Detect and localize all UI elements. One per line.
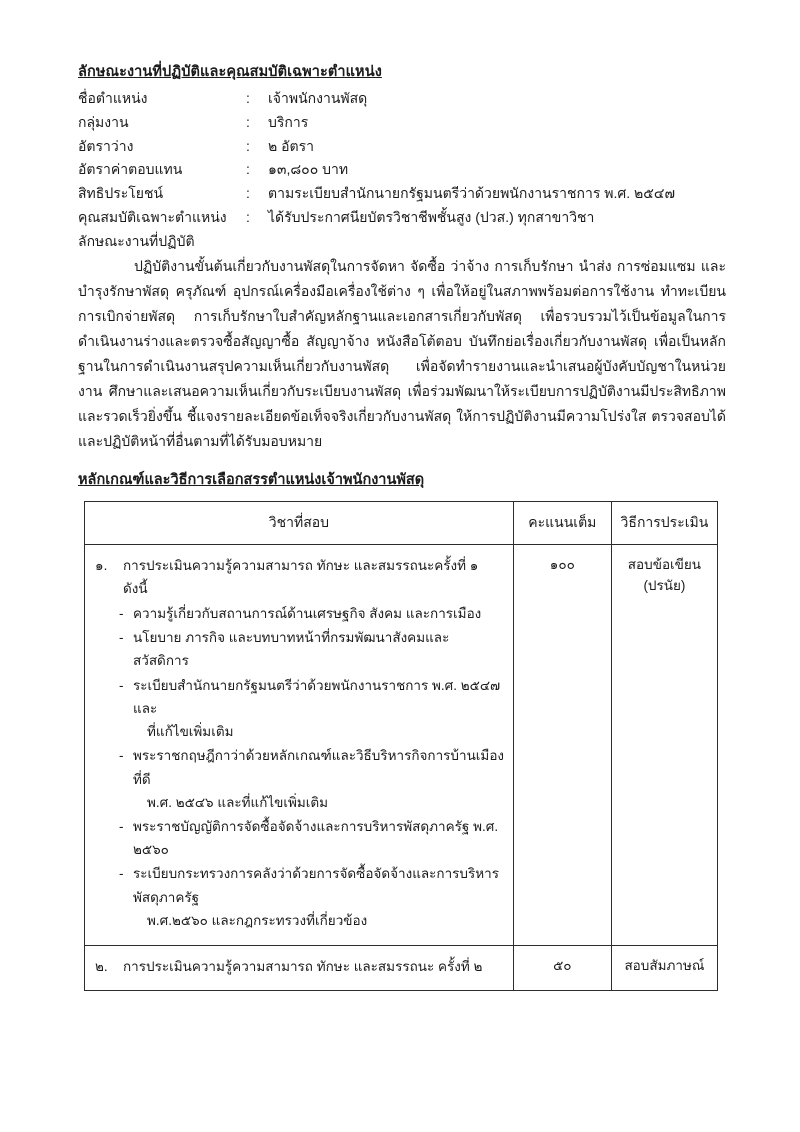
table-row xyxy=(85,946,718,991)
field-colon: : xyxy=(246,161,250,178)
field-value: ตามระเบียบสำนักนายกรัฐมนตรีว่าด้วยพนักงานราชการ พ.ศ. ๒๕๔๗ xyxy=(268,184,675,201)
position-details-table xyxy=(78,87,675,229)
column-header-subject: วิชาที่สอบ xyxy=(85,501,514,544)
bullet-text: ความรู้เกี่ยวกับสถานการณ์ด้านเศรษฐกิจ สังคม และการเมือง xyxy=(133,606,482,622)
bullet-continuation: ที่แก้ไขเพิ่มเติม xyxy=(147,724,234,740)
field-label: สิทธิประโยชน์ xyxy=(78,184,164,201)
bullet-text: นโยบาย ภารกิจ และบทบาทหน้าที่กรมพัฒนาสังคมและสวัสดิการ xyxy=(133,630,450,669)
column-header-method: วิธีการประเมิน xyxy=(611,501,717,544)
field-row-salary xyxy=(78,158,675,182)
field-row-qualifications xyxy=(78,206,675,230)
field-value: ๑๓,๘๐๐ บาท xyxy=(268,161,349,178)
row-title: การประเมินความรู้ความสามารถ ทักษะ และสมรรถนะครั้งที่ ๑ ดังนี้ xyxy=(123,557,479,596)
row-bullet-list xyxy=(95,602,505,932)
duties-paragraph: ปฏิบัติงานขั้นต้นเกี่ยวกับงานพัสดุในการจัดหา จัดซื้อ ว่าจ้าง การเก็บรักษา นำส่ง การซ่อมแซม และบำรุงรักษาพัสดุ ครุภัณฑ์ อุปกรณ์เครื่องมือเครื่องใช้ต่าง ๆ เพื่อให้อยู่ในสภาพพร้อมต่อการใช้งาน ทำทะเบียนการเบิกจ่ายพัสดุ การเก็บรักษาใบสำคัญหลักฐานและเอกสารเกี่ยวกับพัสดุ เพื่อรวบรวมไว้เป็นข้อมูลในการดำเนินงานร่างและตรวจซื้อสัญญาซื้อ สัญญาจ้าง หนังสือโต้ตอบ บันทึกย่อเรื่องเกี่ยวกับงานพัสดุ เพื่อเป็นหลักฐานในการดำเนินงานสรุปความเห็นเกี่ยวกับงานพัสดุ เพื่อจัดทำรายงานและนำเสนอผู้บังคับบัญชาในหน่วยงาน ศึกษาและเสนอความเห็นเกี่ยวกับระเบียบงานพัสดุ เพื่อร่วมพัฒนาให้ระเบียบการปฏิบัติงานมีประสิทธิภาพ และรวดเร็วยิ่งขึ้น ชี้แจงรายละเอียดข้อเท็จจริงเกี่ยวกับงานพัสดุ ให้การปฏิบัติงานมีความโปร่งใส ตรวจสอบได้ และปฏิบัติหน้าที่อื่นตามที่ได้รับมอบหมาย xyxy=(78,258,726,449)
row-subject-cell xyxy=(85,544,514,946)
bullet-text: พระราชบัญญัติการจัดซื้อจัดจ้างและการบริหารพัสดุภาครัฐ พ.ศ. ๒๕๖๐ xyxy=(133,818,499,858)
duties-label: ลักษณะงานที่ปฏิบัติ xyxy=(78,233,195,250)
method-label: สอบข้อเขียน xyxy=(627,556,702,572)
bullet-text: พระราชกฤษฎีกาว่าด้วยหลักเกณฑ์และวิธีบริหารกิจการบ้านเมืองที่ดี xyxy=(133,748,505,787)
field-label: กลุ่มงาน xyxy=(78,113,129,130)
field-value: บริการ xyxy=(268,113,309,130)
field-colon: : xyxy=(246,90,250,107)
field-colon: : xyxy=(246,113,250,130)
row-method-cell xyxy=(611,544,717,946)
document-body xyxy=(78,62,726,991)
field-colon: : xyxy=(246,184,250,201)
field-row-group xyxy=(78,111,675,135)
field-value: ๒ อัตรา xyxy=(268,137,314,154)
field-value: เจ้าพนักงานพัสดุ xyxy=(268,90,368,107)
column-header-score: คะแนนเต็ม xyxy=(513,501,611,544)
bullet-text: ระเบียบกระทรวงการคลังว่าด้วยการจัดซื้อจัดจ้างและการบริหารพัสดุภาครัฐ xyxy=(133,866,499,905)
criteria-heading: หลักเกณฑ์และวิธีการเลือกสรรตำแหน่งเจ้าพนักงานพัสดุ xyxy=(78,471,425,488)
field-colon: : xyxy=(246,137,250,154)
row-title-line xyxy=(95,955,505,978)
list-item xyxy=(119,626,505,672)
list-item xyxy=(119,815,505,861)
method-label: สอบสัมภาษณ์ xyxy=(624,958,705,974)
field-row-position-name xyxy=(78,87,675,111)
list-item xyxy=(119,744,505,814)
field-colon: : xyxy=(246,208,250,225)
field-label: อัตราค่าตอบแทน xyxy=(78,161,183,178)
row-method-cell xyxy=(611,946,717,991)
row-score-cell: ๑๐๐ xyxy=(513,544,611,946)
bullet-continuation: พ.ศ.๒๕๖๐ และกฎกระทรวงที่เกี่ยวข้อง xyxy=(147,912,368,928)
field-value: ได้รับประกาศนียบัตรวิชาชีพชั้นสูง (ปวส.) ทุกสาขาวิชา xyxy=(268,208,595,225)
list-item xyxy=(119,862,505,932)
selection-criteria-table xyxy=(84,501,718,992)
field-label: ชื่อตำแหน่ง xyxy=(78,90,148,107)
row-title: การประเมินความรู้ความสามารถ ทักษะ และสมรรถนะ ครั้งที่ ๒ xyxy=(123,959,483,975)
row-number: ๒. xyxy=(95,959,108,975)
table-header-row xyxy=(85,501,718,544)
field-label: คุณสมบัติเฉพาะตำแหน่ง xyxy=(78,208,227,225)
row-score-cell: ๕๐ xyxy=(513,946,611,991)
bullet-continuation: พ.ศ. ๒๕๔๖ และที่แก้ไขเพิ่มเติม xyxy=(147,794,329,810)
list-item xyxy=(119,674,505,744)
section-heading-qualifications: ลักษณะงานที่ปฏิบัติและคุณสมบัติเฉพาะตำแหน่ง xyxy=(78,64,382,80)
row-subject-cell xyxy=(85,946,514,991)
table-row xyxy=(85,544,718,946)
field-row-benefits xyxy=(78,182,675,206)
field-row-vacancies xyxy=(78,135,675,159)
list-item xyxy=(119,602,505,625)
row-title-line xyxy=(95,554,505,600)
field-label: อัตราว่าง xyxy=(78,137,134,154)
method-sub-label: (ปรนัย) xyxy=(643,578,686,594)
bullet-text: ระเบียบสำนักนายกรัฐมนตรีว่าด้วยพนักงานราชการ พ.ศ. ๒๕๔๗ และ xyxy=(133,677,501,716)
row-number: ๑. xyxy=(95,557,108,573)
